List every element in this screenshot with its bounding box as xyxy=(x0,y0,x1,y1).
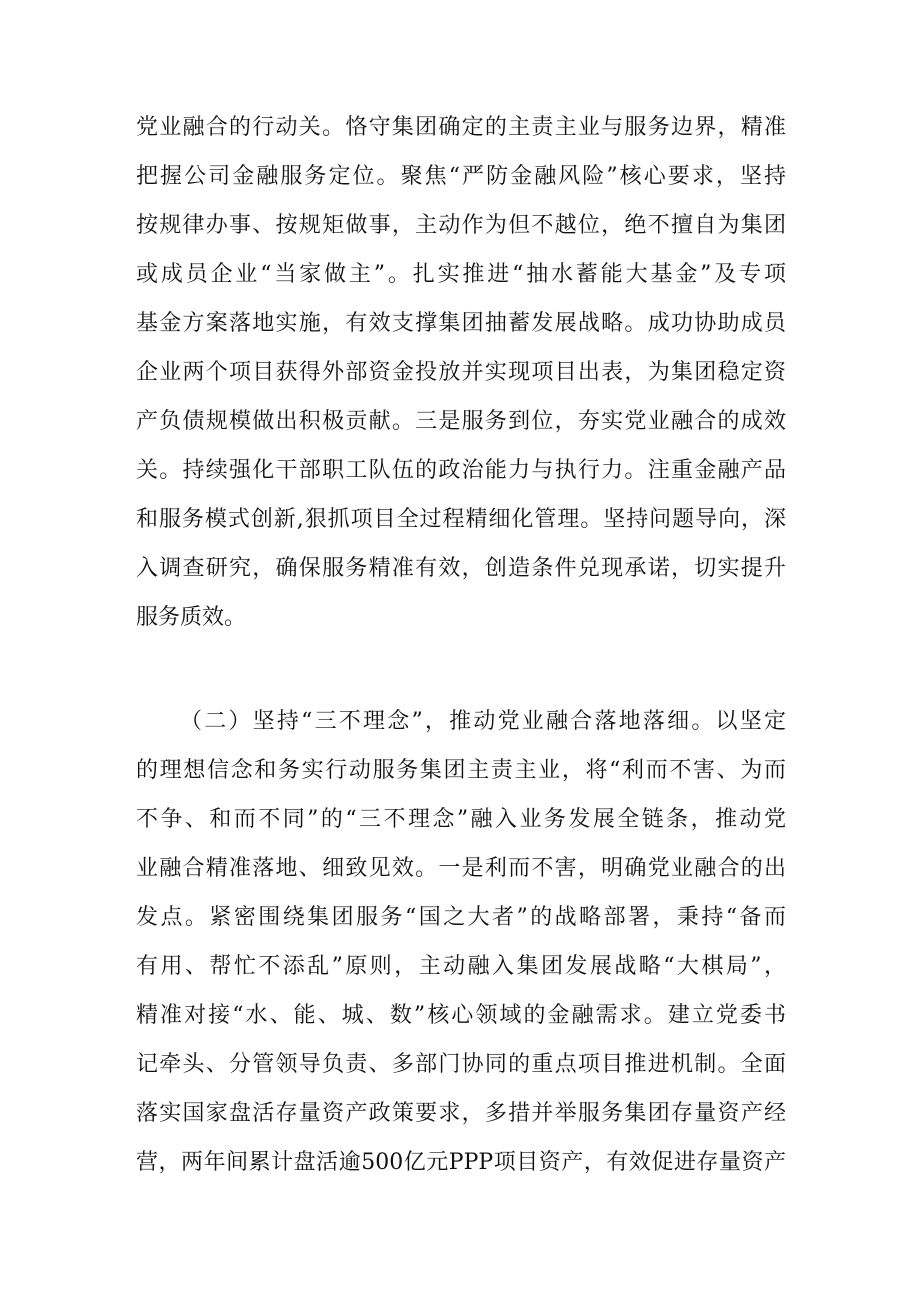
paragraph-line: 产负债规模做出积极贡献。三是服务到位，夯实党业融合的成效 xyxy=(136,409,786,434)
paragraph-line: 关。持续强化干部职工队伍的政治能力与执行力。注重金融产品 xyxy=(136,458,786,483)
paragraph-line: 入调查研究，确保服务精准有效，创造条件兑现承诺，切实提升 xyxy=(136,556,786,581)
paragraph-line: 或成员企业“当家做主”。扎实推进“抽水蓄能大基金”及专项 xyxy=(136,262,786,287)
paragraph-line: 按规律办事、按规矩做事，主动作为但不越位，绝不擅自为集团 xyxy=(136,213,786,238)
paragraph-line: 有用、帮忙不添乱”原则，主动融入集团发展战略“大棋局”， xyxy=(136,954,786,979)
paragraph-line: 精准对接“水、能、城、数”核心领域的金融需求。建立党委书 xyxy=(136,1003,786,1028)
paragraph-line: 和服务模式创新,狠抓项目全过程精细化管理。坚持问题导向，深 xyxy=(136,507,786,532)
paragraph-line: 把握公司金融服务定位。聚焦“严防金融风险”核心要求，坚持 xyxy=(136,164,786,189)
section-heading-line: （二）坚持“三不理念”，推动党业融合落地落细。以坚定 xyxy=(180,709,786,734)
paragraph-line: 发点。紧密围绕集团服务“国之大者”的战略部署，秉持“备而 xyxy=(136,905,786,930)
paragraph-line: 服务质效。 xyxy=(136,605,247,630)
paragraph-line: 营，两年间累计盘活逾500亿元PPP项目资产，有效促进存量资产 xyxy=(136,1150,786,1175)
paragraph-line: 基金方案落地实施，有效支撑集团抽蓄发展战略。成功协助成员 xyxy=(136,311,786,336)
paragraph-line: 业融合精准落地、细致见效。一是利而不害，明确党业融合的出 xyxy=(136,856,786,881)
paragraph-line: 记牵头、分管领导负责、多部门协同的重点项目推进机制。全面 xyxy=(136,1052,786,1077)
paragraph-line: 党业融合的行动关。恪守集团确定的主责主业与服务边界，精准 xyxy=(136,115,786,140)
paragraph-line: 的理想信念和务实行动服务集团主责主业，将“利而不害、为而 xyxy=(136,758,786,783)
paragraph-line: 不争、和而不同”的“三不理念”融入业务发展全链条，推动党 xyxy=(136,807,786,832)
paragraph-line: 企业两个项目获得外部资金投放并实现项目出表，为集团稳定资 xyxy=(136,360,786,385)
paragraph-line: 落实国家盘活存量资产政策要求，多措并举服务集团存量资产经 xyxy=(136,1101,786,1126)
